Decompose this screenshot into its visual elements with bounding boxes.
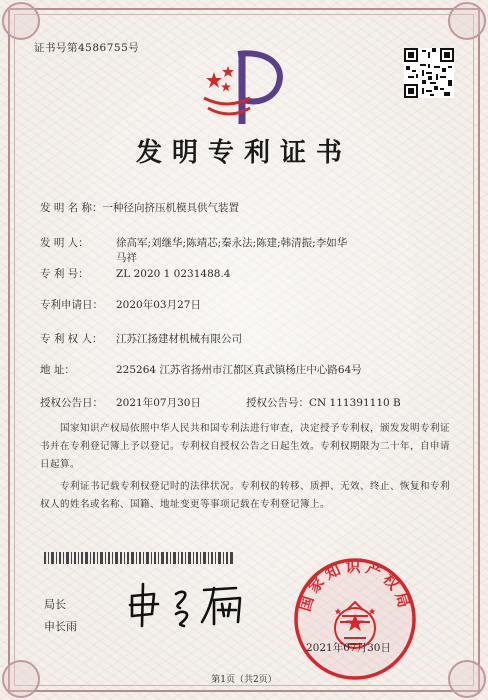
grant-number-row: [246, 395, 401, 410]
patent-number: ZL 2020 1 0231488.4: [116, 268, 231, 280]
inventors-line-1: 徐高军;刘继华;陈靖芯;秦永法;陈建;韩清振;李如华: [116, 237, 348, 249]
official-seal: [292, 556, 418, 682]
legal-paragraph-2: 专利证书记载专利权登记时的法律状况。专利权的转移、质押、无效、终止、恢复和专利权人的姓名或名称、国籍、地址变更等事项记载在专利登记簿上。: [40, 481, 451, 510]
inventors-label: 发 明 人：: [40, 237, 89, 249]
filing-date-label: 专利申请日：: [40, 299, 103, 311]
invention-name-label: 发 明 名 称：: [40, 202, 103, 214]
address-label: 地 址：: [40, 364, 75, 376]
invention-name-row: [40, 200, 239, 215]
filing-date-row: [40, 297, 201, 312]
cnipa-logo: [198, 46, 290, 126]
qr-code: [404, 48, 454, 98]
patentee-label: 专 利 权 人：: [40, 333, 103, 345]
grant-number: CN 111391110 B: [309, 397, 401, 409]
invention-name: 一种径向挤压机模具供气装置: [102, 202, 240, 214]
address: 225264 江苏省扬州市江都区真武镇杨庄中心路64号: [116, 364, 362, 376]
legal-paragraph-1: 国家知识产权局依照中华人民共和国专利法进行审查，决定授予专利权，颁发发明专利证书并在专利登记簿上予以登记。专利权自授权公告之日起生效。专利权期限为二十年，自申请日起算。: [40, 423, 451, 470]
handwritten-signature: [118, 578, 268, 630]
corner-ornament-top-right: [448, 2, 486, 40]
inventors-line-2: 马祥: [116, 252, 137, 264]
grant-date-label: 授权公告日：: [40, 397, 103, 409]
seal-date: 2021年07月30日: [306, 642, 391, 654]
director-title-label: 局长: [44, 598, 66, 611]
certificate-title: 发明专利证书: [135, 138, 352, 168]
barcode-strip: [44, 552, 234, 564]
grant-date: 2021年07月30日: [116, 397, 201, 409]
patent-number-row: [40, 266, 230, 281]
grant-date-row: [40, 395, 201, 410]
patent-number-label: 专 利 号：: [40, 268, 89, 280]
director-name-label: 申长雨: [44, 620, 77, 633]
patentee: 江苏江扬建材机械有限公司: [116, 333, 242, 345]
certificate-number: 证书号第4586755号: [34, 42, 140, 54]
corner-ornament-top-left: [2, 2, 40, 40]
patentee-row: [40, 331, 242, 346]
grant-number-label: 授权公告号：: [246, 397, 309, 409]
page-footer: 第1页（共2页）: [211, 675, 277, 685]
filing-date: 2020年03月27日: [116, 299, 201, 311]
seal-text: 国家知识产权局: [295, 557, 415, 614]
